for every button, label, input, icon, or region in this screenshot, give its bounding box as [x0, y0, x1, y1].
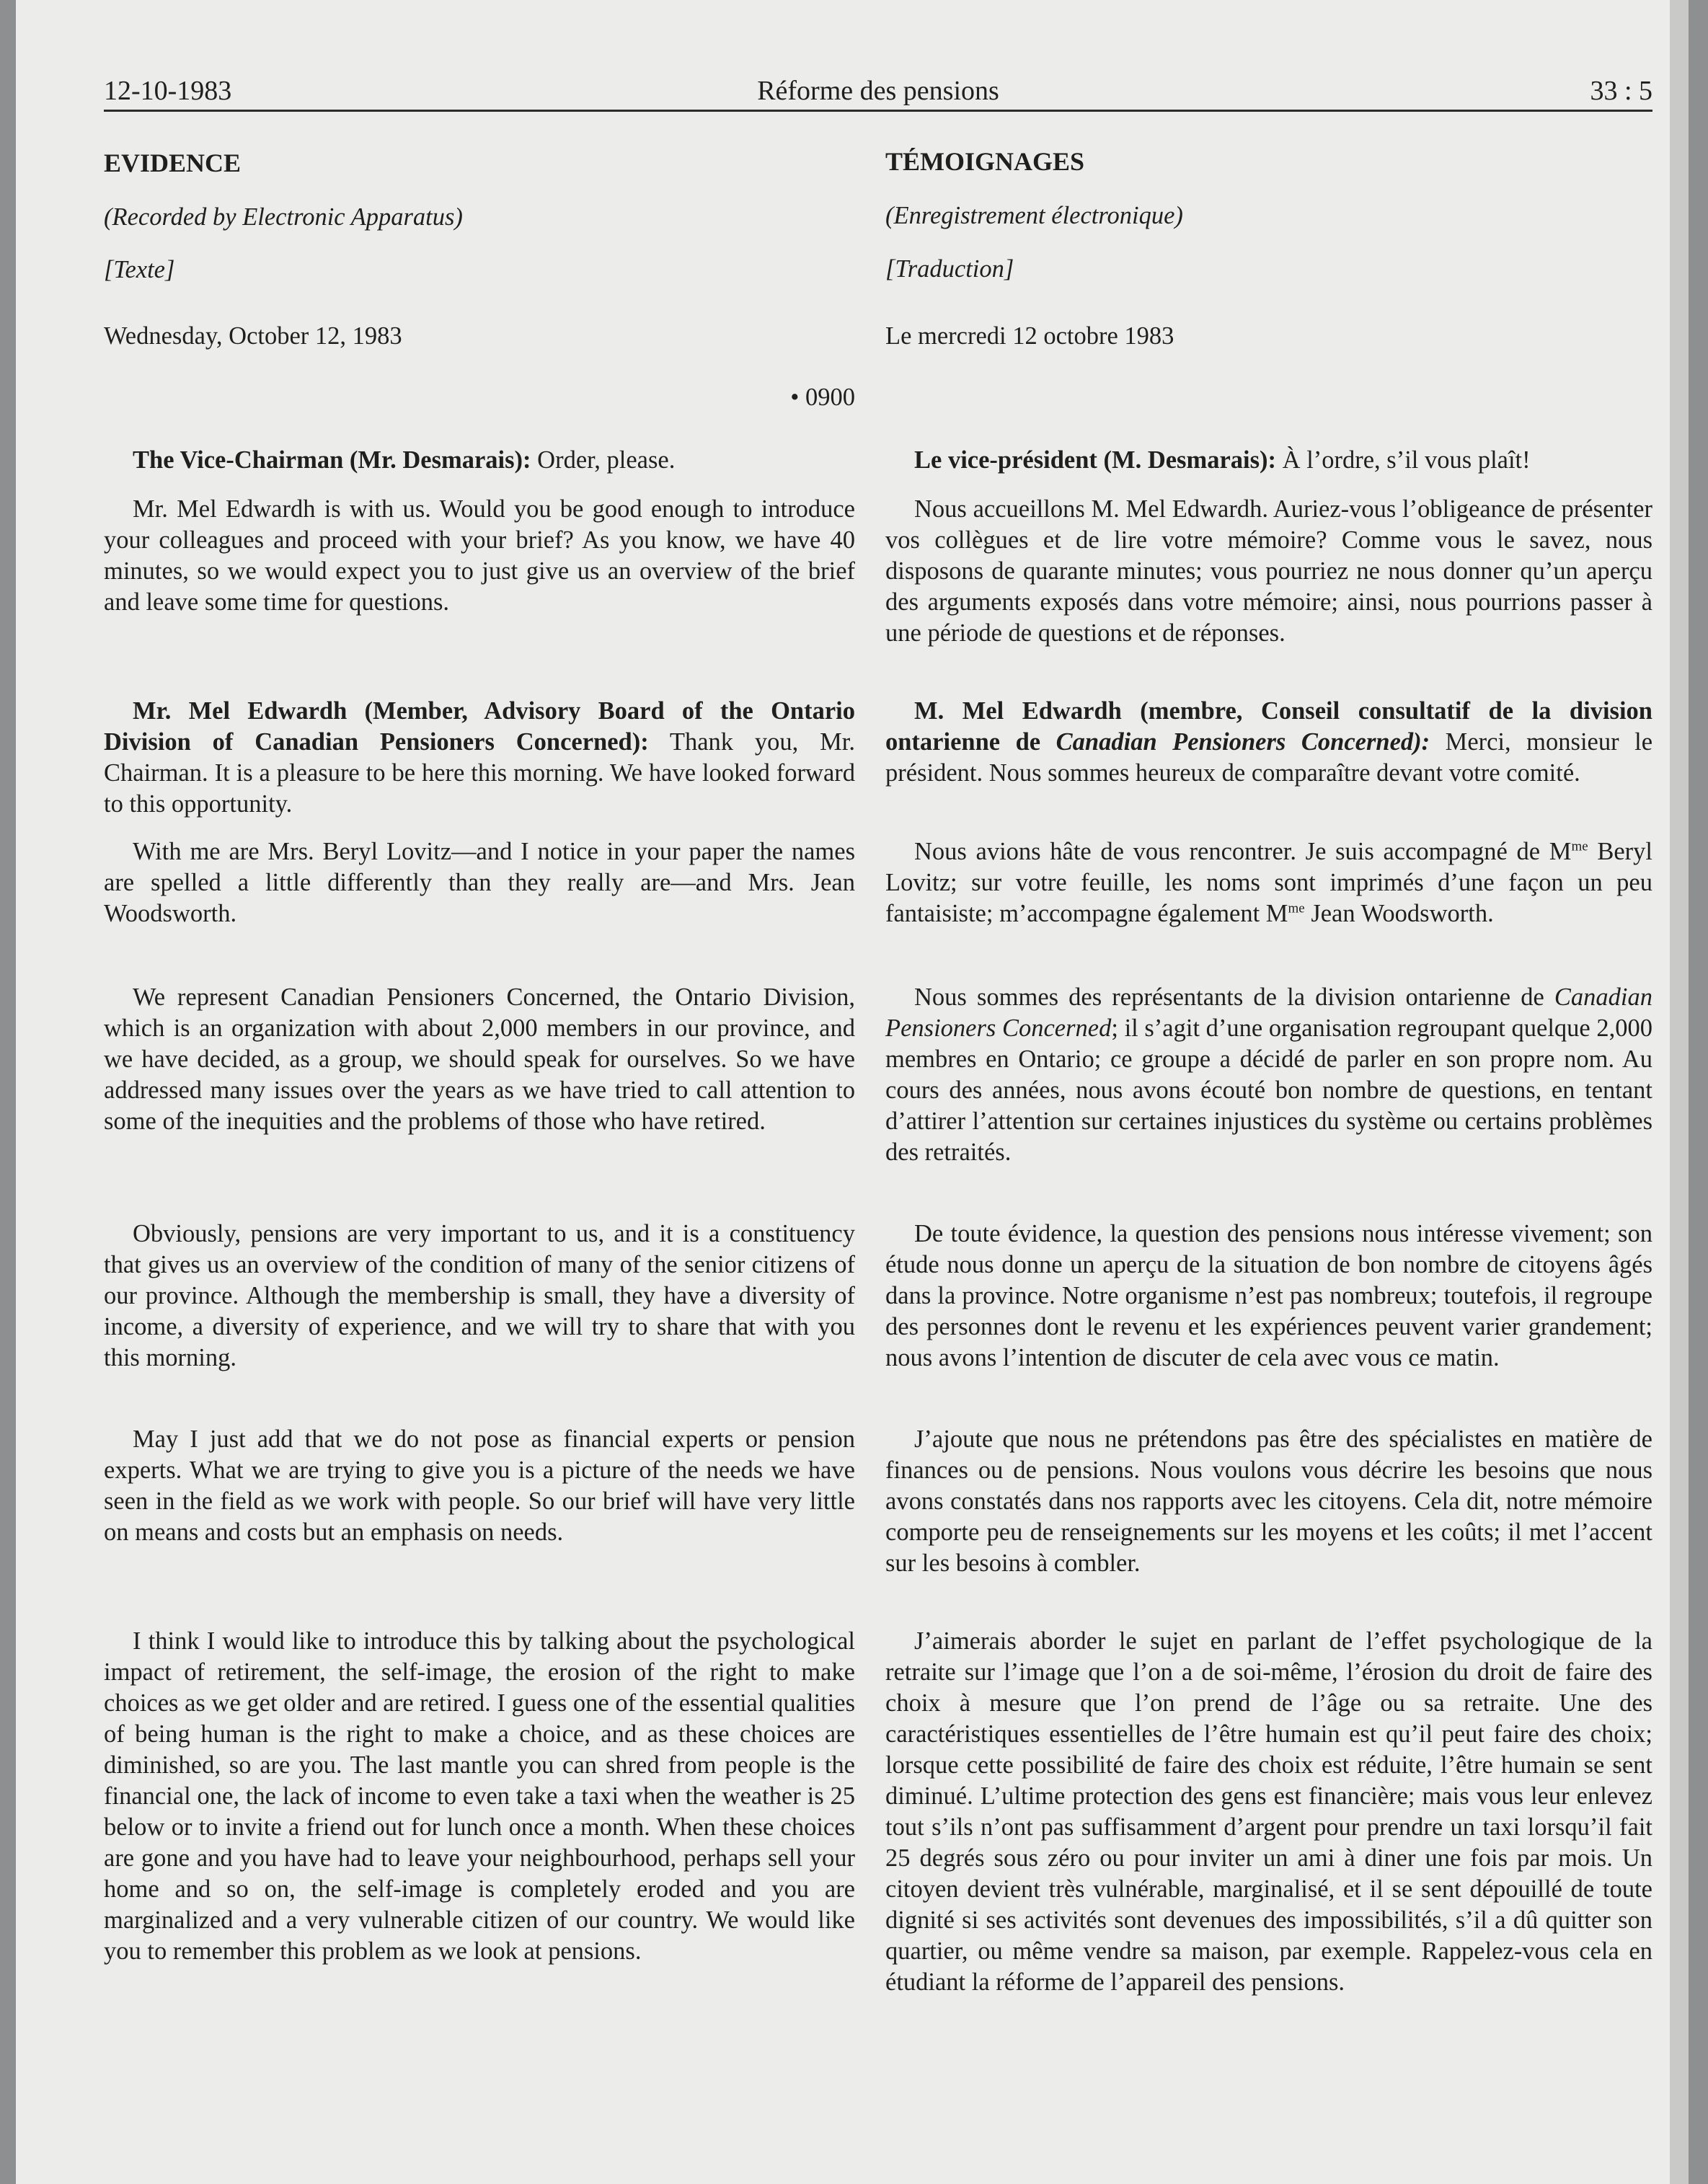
- paragraph-text: Merci, monsieur le président. Nous sommes heureux de comparaître devant votre comité.: [885, 728, 1653, 787]
- header-date: 12-10-1983: [104, 76, 232, 106]
- superscript: me: [1571, 839, 1588, 854]
- recorded-note: (Recorded by Electronic Apparatus): [104, 203, 463, 231]
- paragraph-2: Nous accueillons M. Mel Edwardh. Auriez-vous l’obligeance de présenter vos collègues et de lire votre mémoire? Comme vous le savez, nous disposons de quarante minutes; vous pourriez ne nous donner qu’un aperçu des arguments exposés dans votre mémoire; ainsi, nous pourrions passer à une période de questions et de réponses.: [885, 495, 1652, 647]
- paragraph-text: Beryl Lovitz; sur votre feuille, les noms sont imprimés d’une façon un peu fantaisiste; m’accompagne également M: [885, 838, 1653, 927]
- speaker-name: M. Mel Edwardh (membre, Conseil consultatif de la division ontarienne de: [885, 697, 1652, 756]
- organization-name: Canadian Pensioners Concerned):: [1056, 728, 1430, 756]
- header-page-number: 33 : 5: [1590, 76, 1652, 106]
- sitting-date: Wednesday, October 12, 1983: [104, 322, 402, 350]
- sitting-date: Le mercredi 12 octobre 1983: [885, 322, 1174, 350]
- paragraph-1: [885, 445, 1652, 476]
- superscript: me: [1288, 901, 1305, 916]
- paragraph-text: Order, please.: [531, 446, 676, 474]
- paragraph-text: À l’ordre, s’il vous plaît!: [1276, 446, 1531, 474]
- speaker-name: Mr. Mel Edwardh (Member, Advisory Board of the Ontario Division of Canadian Pensioners Concerned):: [104, 697, 855, 756]
- paragraph-7: J’ajoute que nous ne prétendons pas être des spécialistes en matière de finances ou de pensions. Nous voulons vous décrire les besoins que nous avons constatés dans nos rapports avec les citoyens. Cela dit, notre mémoire comporte peu de renseignements sur les moyens et les coûts; il met l’accent sur les besoins à combler.: [885, 1425, 1652, 1577]
- document-page: [16, 0, 1689, 2184]
- paragraph-6: Obviously, pensions are very important to us, and it is a constituency that gives us an overview of the condition of many of the senior citizens of our province. Although the membership is small, they have a diversity of income, a diversity of experience, and we will try to share that with you this morning.: [104, 1220, 855, 1371]
- paragraph-5: [885, 982, 1652, 1168]
- recorded-note: (Enregistrement électronique): [885, 202, 1183, 229]
- paragraph-text: Thank you, Mr. Chairman. It is a pleasure to be here this morning. We have looked forward to this opportunity.: [104, 728, 855, 818]
- paragraph-6: De toute évidence, la question des pensions nous intéresse vivement; son étude nous donne un aperçu de la situation de bon nombre de citoyens âgés dans la province. Notre organisme n’est pas nombreux; toutefois, il regroupe des personnes dont le revenu et les expériences peuvent varier grandement; nous avons l’intention de discuter de cela avec vous ce matin.: [885, 1220, 1652, 1371]
- source-tag: [Traduction]: [885, 255, 1014, 283]
- paragraph-8: I think I would like to introduce this by talking about the psychological impact of retirement, the self-image, the erosion of the right to make choices as we get older and are retired. I guess one of the essential qualities of being human is the right to make a choice, and as these choices are diminished, so are you. The last mantle you can shred from people is the financial one, the lack of income to even take a taxi when the weather is 25 below or to invite a friend out for lunch once a month. When these choices are gone and you have had to leave your neighbourhood, perhaps sell your home and so on, the self-image is completely eroded and you are marginalized and a very vulnerable citizen of our country. We would like you to remember this problem as we look at pensions.: [104, 1627, 855, 1965]
- sitting-time: • 0900: [790, 384, 855, 411]
- paragraph-8: J’aimerais aborder le sujet en parlant de l’effet psychologique de la retraite sur l’image que l’on a de soi-même, l’érosion du droit de faire des choix à mesure que l’on prend de l’âge ou sa retraite. Une des caractéristiques essentielles de l’être humain est qu’il peut faire des choix; lorsque cette possibilité de faire des choix est réduite, l’être humain se sent diminué. L’ultime protection des gens est financière; mais vous leur enlevez tout s’ils n’ont pas suffisamment d’argent pour prendre un taxi lorsqu’il fait 25 degrés sous zéro ou pour inviter un ami à diner une fois par mois. Un citoyen devient très vulnérable, marginalisé, et il se sent dépouillé de toute dignité si ses activités sont devenues des impossibilités, s’il a dû quitter son quartier, ou même vendre sa maison, par exemple. Rappelez-vous cela en étudiant la réforme de l’appareil des pensions.: [885, 1627, 1652, 1996]
- paragraph-5: We represent Canadian Pensioners Concerned, the Ontario Division, which is an organization with about 2,000 members in our province, and we have decided, as a group, we should speak for ourselves. So we have addressed many issues over the years as we have tried to call attention to some of the inequities and the problems of those who have retired.: [104, 983, 855, 1135]
- paragraph-4: [885, 836, 1652, 929]
- running-header: [104, 72, 1652, 112]
- paragraph-text: Nous sommes des représentants de la division ontarienne de: [914, 983, 1554, 1011]
- paragraph-7: May I just add that we do not pose as financial experts or pension experts. What we are trying to give you is a picture of the needs we have seen in the field as we work with people. So our brief will have very little on means and costs but an emphasis on needs.: [104, 1425, 855, 1546]
- paragraph-4: With me are Mrs. Beryl Lovitz—and I notice in your paper the names are spelled a little differently than they really are—and Mrs. Jean Woodsworth.: [104, 838, 855, 927]
- speaker-name: Le vice-président (M. Desmarais):: [914, 446, 1277, 474]
- speaker-name: The Vice-Chairman (Mr. Desmarais):: [133, 446, 531, 474]
- paragraph-text: Nous avions hâte de vous rencontrer. Je suis accompagné de M: [914, 838, 1572, 865]
- evidence-heading: EVIDENCE: [104, 149, 242, 177]
- temoignages-heading: TÉMOIGNAGES: [885, 147, 1085, 176]
- paragraph-3: [104, 696, 855, 820]
- header-title: Réforme des pensions: [757, 76, 999, 106]
- paragraph-text: ; il s’agit d’une organisation regroupant quelque 2,000 membres en Ontario; ce groupe a décidé de parler en son propre nom. Au cours des années, nous avons écouté bon nombre de questions, en tentant d’attirer l’attention sur certaines injustices du système ou certains problèmes des retraités.: [885, 1014, 1652, 1166]
- page-edge: [1670, 0, 1689, 2184]
- paragraph-2: Mr. Mel Edwardh is with us. Would you be good enough to introduce your colleagues and proceed with your brief? As you know, we have 40 minutes, so we would expect you to just give us an overview of the brief and leave some time for questions.: [104, 495, 855, 616]
- source-tag: [Texte]: [104, 256, 175, 283]
- paragraph-text: Jean Woodsworth.: [1304, 900, 1494, 927]
- paragraph-1: [104, 445, 855, 476]
- organization-name: Canadian Pensioners Concerned: [885, 983, 1652, 1042]
- paragraph-3: [885, 696, 1652, 789]
